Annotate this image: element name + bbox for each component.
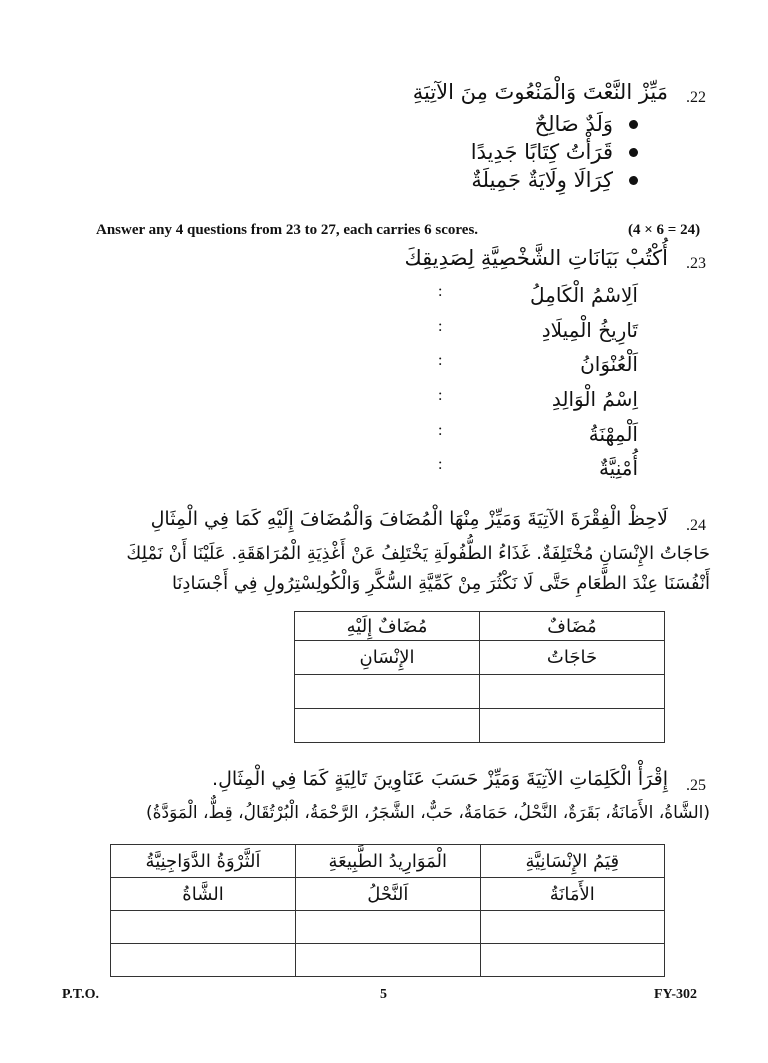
- question-number: .24: [686, 517, 706, 534]
- table-header: مُضَافٌ: [480, 612, 665, 641]
- question-text: لَاحِظْ الْفِقْرَةَ الآتِيَةَ وَمَيِّزْ مِنْهَا الْمُضَافَ وَالْمُضَافَ إِلَيْهِ كَمَا فِي الْمِثَالِ: [150, 508, 668, 530]
- passage-line: أَنْفُسَنَا عِنْدَ الطَّعَامِ حَتَّى لَا نَكْثُرَ مِنْ كَمِّيَّةِ السُّكَّرِ وَالْكُولِسْتِرُولِ فِي أَجْسَادِنَا: [171, 573, 710, 594]
- form-field-row: اَلْمِهْنَةُ :: [438, 422, 638, 446]
- list-item: قَرَأْتُ كِتَابًا جَدِيدًا: [471, 140, 638, 164]
- question-number: .25: [686, 777, 706, 794]
- question-text: مَيِّزْ النَّعْتَ وَالْمَنْعُوتَ مِنَ الآتِيَةِ: [412, 80, 668, 104]
- table-cell: [296, 944, 480, 977]
- table-cell: [111, 944, 296, 977]
- question-number: .23: [686, 255, 706, 272]
- table-cell: اَلنَّحْلُ: [296, 878, 480, 911]
- form-field-row: اَلْعُنْوَانُ :: [438, 352, 638, 376]
- table-row: [111, 878, 665, 911]
- page-number: 5: [380, 987, 387, 1002]
- bullet-icon: [629, 176, 638, 185]
- form-field-row: أُمْنِيَّةٌ :: [438, 456, 638, 480]
- table-row: [111, 911, 665, 944]
- table-cell: [295, 709, 480, 743]
- table-cell: [480, 944, 664, 977]
- table-header-row: [295, 612, 665, 641]
- table-cell: الأَمَانَةُ: [480, 878, 664, 911]
- table-cell: [295, 675, 480, 709]
- table-cell: [111, 911, 296, 944]
- bullet-icon: [629, 148, 638, 157]
- table-cell: [480, 675, 665, 709]
- table-header: اَلثَّرْوَةُ الدَّوَاجِنِيَّةُ: [111, 845, 296, 878]
- form-field-row: اَلِاسْمُ الْكَامِلُ :: [438, 283, 638, 307]
- table-row: [295, 709, 665, 743]
- instruction-text: Answer any 4 questions from 23 to 27, each carries 6 scores.: [96, 222, 479, 238]
- marks-text: (4 × 6 = 24): [628, 222, 701, 238]
- table-cell: الشَّاةُ: [111, 878, 296, 911]
- table-cell: [480, 709, 665, 743]
- table-cell: حَاجَاتُ: [480, 641, 665, 675]
- table-cell: الإِنْسَانِ: [295, 641, 480, 675]
- form-field-row: تَارِيخُ الْمِيلَادِ :: [438, 318, 638, 342]
- answer-table: [110, 844, 665, 977]
- paper-code: FY-302: [654, 987, 698, 1002]
- table-header: الْمَوَارِيدُ الطَّبِيعَةِ: [296, 845, 480, 878]
- table-header-row: [111, 845, 665, 878]
- table-cell: [296, 911, 480, 944]
- bullet-icon: [629, 120, 638, 129]
- table-header: قِيَمُ الإِنْسَانِيَّةِ: [480, 845, 664, 878]
- answer-table: [294, 611, 665, 743]
- table-row: [111, 944, 665, 977]
- table-row: [295, 641, 665, 675]
- question-text: إِقْرَأْ الْكَلِمَاتِ الآتِيَةَ وَمَيِّزْ حَسَبَ عَنَاوِينَ تَالِيَةٍ كَمَا فِي الْمِثَالِ.: [212, 768, 668, 790]
- table-cell: [480, 911, 664, 944]
- table-header: مُضَافٌ إِلَيْهِ: [295, 612, 480, 641]
- footer-pto: P.T.O.: [62, 987, 99, 1002]
- passage-line: حَاجَاتُ الإِنْسَانِ مُخْتَلِفَةٌ. غَذَاءُ الطُّفُولَةِ يَخْتَلِفُ عَنْ أَغْذِيَةِ الْمُرَاهَقَةِ. عَلَيْنَا أَنْ نَمْلِكَ: [126, 543, 710, 564]
- table-row: [295, 675, 665, 709]
- question-text: أُكْتُبْ بَيَانَاتِ الشَّخْصِيَّةِ لِصَدِيقِكَ: [404, 246, 668, 270]
- list-item: كِرَالَا وِلَايَةٌ جَمِيلَةٌ: [471, 168, 638, 192]
- question-number: .22: [686, 89, 706, 106]
- list-item: وَلَدٌ صَالِحٌ: [535, 112, 638, 136]
- word-list: (الشَّاةُ، الأَمَانَةُ، بَقَرَةٌ، النَّحْلُ، حَمَامَةٌ، حَبٌّ، الشَّجَرُ، الرَّحْمَةُ، الْبُرْتُقَالُ، قِطٌّ، الْمَوَدَّةُ): [146, 803, 710, 823]
- form-field-row: اِسْمُ الْوَالِدِ :: [438, 387, 638, 411]
